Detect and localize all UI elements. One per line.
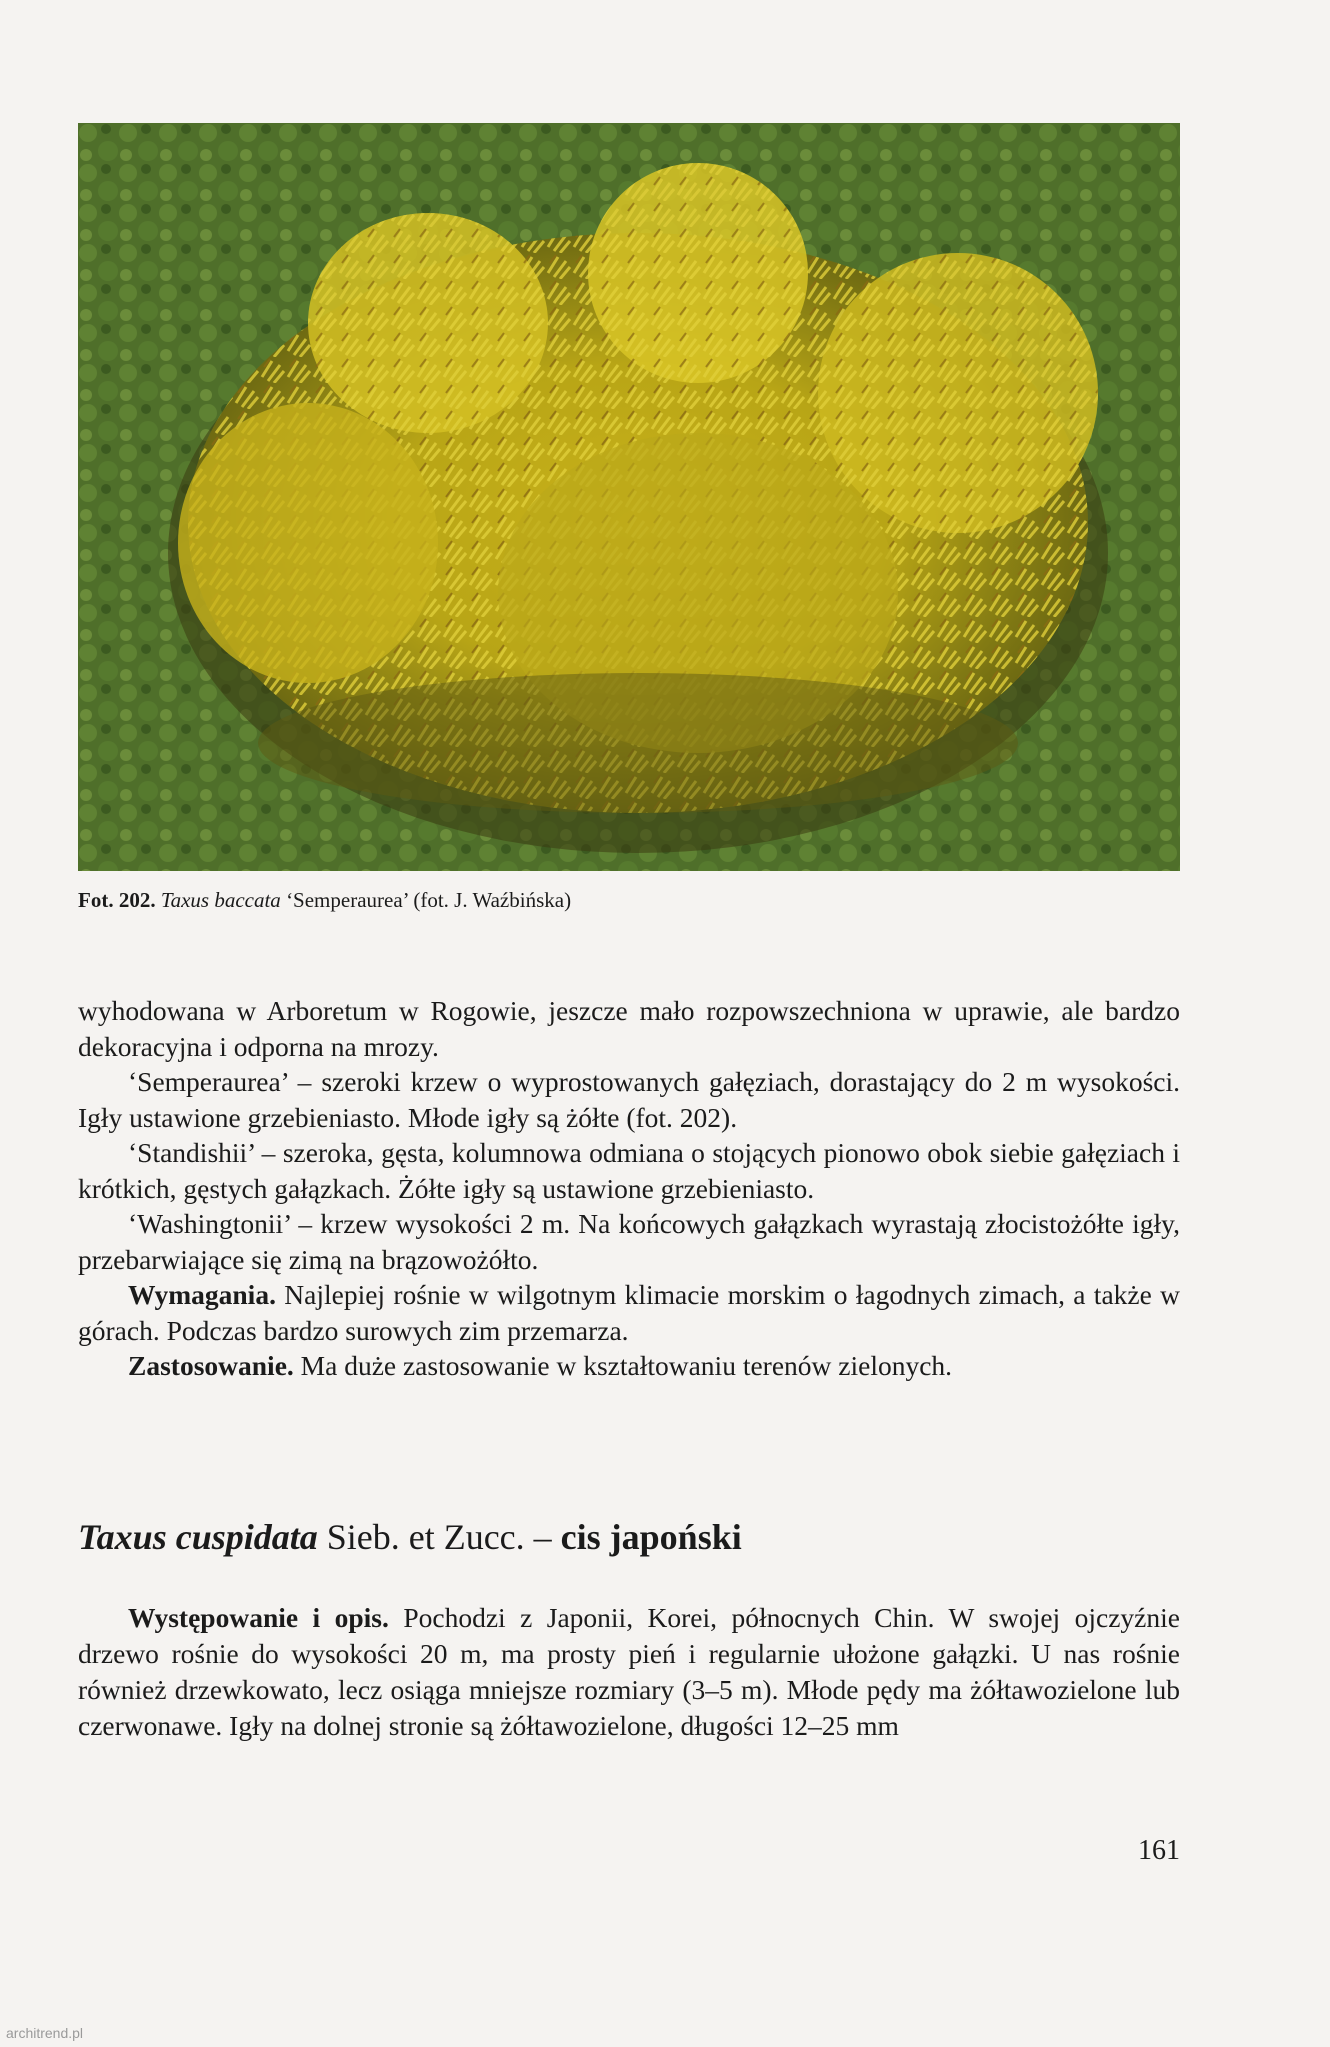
page-number: 161 (1138, 1835, 1180, 1866)
caption-species: Taxus baccata (160, 888, 281, 912)
occurrence-label: Występowanie i opis. (128, 1602, 389, 1633)
shrub-photo-image (78, 123, 1180, 871)
paragraph-requirements (78, 1277, 1180, 1348)
paragraph-usage (78, 1348, 1180, 1384)
paragraph-standishii: ‘Standishii’ – szeroka, gęsta, kolumnowa odmiana o stojących pionowo obok siebie gałęziach i krótkich, gęstych gałązkach. Żółte igły są ustawione grzebieniasto. (78, 1137, 1180, 1204)
shrub-photo (78, 123, 1180, 871)
heading-author: Sieb. et Zucc. – (317, 1517, 561, 1557)
section-heading (78, 1515, 1180, 1559)
caption-rest: ‘Semperaurea’ (fot. J. Waźbińska) (286, 888, 572, 912)
occurrence-text: Pochodzi z Japonii, Korei, północnych Chin. W swojej ojczyźnie drzewo rośnie do wysokości 20 m, ma prosty pień i regularnie ułożone gałązki. U nas rośnie również drzewkowato, lecz osiąga mniejsze rozmiary (3–5 m). Młode pędy ma żółtawozielone lub czerwonawe. Igły na dolnej stronie są żółtawozielone, długości 12–25 mm (78, 1602, 1180, 1741)
watermark: architrend.pl (6, 2025, 84, 2041)
requirements-label: Wymagania. (128, 1279, 276, 1310)
caption-fig-number: Fot. 202. (78, 888, 156, 912)
paragraph-semperaurea: ‘Semperaurea’ – szeroki krzew o wyprostowanych gałęziach, dorastający do 2 m wysokości. Igły ustawione grzebieniasto. Młode igły są żółte (fot. 202). (78, 1066, 1180, 1133)
requirements-text: Najlepiej rośnie w wilgotnym klimacie morskim o łagodnych zimach, a także w górach. Podczas bardzo surowych zim przemarza. (78, 1279, 1180, 1346)
usage-label: Zastosowanie. (128, 1350, 294, 1381)
paragraph-occurrence (78, 1600, 1180, 1744)
paragraph-washingtonii: ‘Washingtonii’ – krzew wysokości 2 m. Na końcowych gałązkach wyrastają złocistożółte igły, przebarwiające się zimą na brązowożółto. (78, 1208, 1180, 1275)
usage-text: Ma duże zastosowanie w kształtowaniu terenów zielonych. (293, 1350, 953, 1381)
section-body (78, 1600, 1180, 1744)
photo-caption (78, 886, 1180, 914)
body-text (78, 993, 1180, 1384)
paragraph-intro: wyhodowana w Arboretum w Rogowie, jeszcze mało rozpowszechniona w uprawie, ale bardzo dekoracyjna i odporna na mrozy. (78, 995, 1180, 1062)
heading-polish-name: cis japoński (560, 1517, 742, 1557)
heading-latin-name: Taxus cuspidata (78, 1517, 318, 1557)
